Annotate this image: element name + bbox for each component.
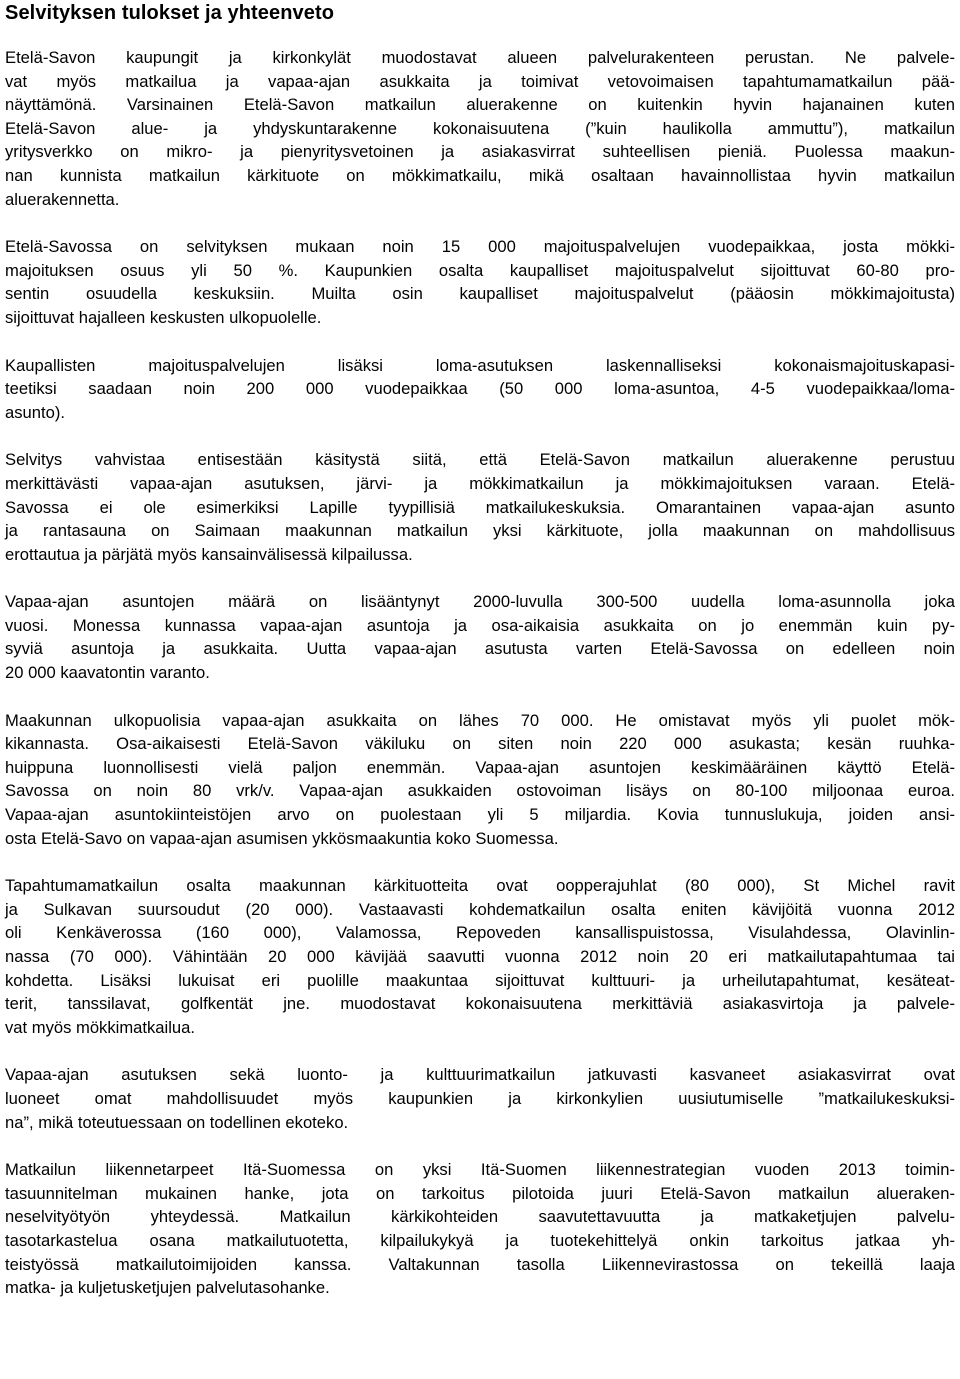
text-line: ja rantasauna on Saimaan maakunnan matkailun yksi kärkituote, jolla maakunnan on mahdollisuus (5, 521, 955, 541)
paragraph-holiday-home-growth (5, 590, 955, 684)
text-line: Vapaa-ajan asutuksen sekä luonto- ja kulttuurimatkailun jatkuvasti kasvaneet asiakasvirrat ovat (5, 1065, 955, 1085)
body-text (5, 46, 955, 1300)
text-line: vat myös matkailua ja vapaa-ajan asukkaita ja toimivat vetovoimaisen tapahtumamatkailun pää- (5, 71, 955, 91)
text-line: teistyössä matkailutoimijoiden kanssa. Valtakunnan tasolla Liikennevirastossa on tekeillä laaja (5, 1254, 955, 1274)
text-line: Etelä-Savon alue- ja yhdyskuntarakenne kokonaisuutena (”kuin haulikolla ammuttu”), matkailun (5, 118, 955, 138)
text-line: neselvityötyön yhteydessä. Matkailun kärkikohteiden saavutettavuutta ja matkaketjujen palvelu- (5, 1207, 955, 1227)
text-line: erottautua ja pärjätä myös kansainvälisessä kilpailussa. (5, 544, 413, 564)
text-line: matka- ja kuljetusketjujen palvelutasohanke. (5, 1278, 330, 1298)
text-line: 20 000 kaavatontin varanto. (5, 663, 210, 683)
text-line: aluerakennetta. (5, 189, 120, 209)
document-page (5, 0, 955, 1324)
text-line: syviä asuntoja ja asukkaita. Uutta vapaa-ajan asutusta varten Etelä-Savossa on edelleen noin (5, 639, 955, 659)
text-line: luoneet omat mahdollisuudet myös kaupunkien ja kirkonkylien uusiutumiselle ”matkailukeskuksi- (5, 1088, 955, 1108)
paragraph-seasonal-residents (5, 709, 955, 851)
text-line: Vapaa-ajan asuntokiinteistöjen arvo on puolestaan yli 5 miljardia. Kovia tunnuslukuja, joiden ansi- (5, 805, 955, 825)
text-line: kohdetta. Lisäksi lukuisat eri puolille maakuntaa sijoittuvat kulttuuri- ja urheilutapahtumat, kesäteat- (5, 970, 955, 990)
paragraph-customer-flows (5, 1063, 955, 1134)
text-line: ja Sulkavan suursoudut (20 000). Vastaavasti kohdematkailun osalta eniten kävijöitä vuonna 2012 (5, 899, 955, 919)
paragraph-event-tourism (5, 874, 955, 1039)
text-line: sijoittuvat hajalleen keskusten ulkopuolelle. (5, 307, 322, 327)
text-line: teetiksi saadaan noin 200 000 vuodepaikkaa (50 000 loma-asuntoa, 4-5 vuodepaikkaa/loma- (5, 379, 955, 399)
text-line: Etelä-Savossa on selvityksen mukaan noin 15 000 majoituspalvelujen vuodepaikkaa, josta mökki- (5, 237, 955, 257)
text-line: sentin osuudella keskuksiin. Muilta osin kaupalliset majoituspalvelut (pääosin mökkimajoitusta) (5, 284, 955, 304)
text-line: na”, mikä toteutuessaan on todellinen ekoteko. (5, 1112, 349, 1132)
text-line: Kaupallisten majoituspalvelujen lisäksi loma-asutuksen laskennalliseksi kokonaismajoituskapasi- (5, 355, 955, 375)
text-line: oli Kenkäverossa (160 000), Valamossa, Repoveden kansallispuistossa, Visulahdessa, Olavinlin- (5, 923, 955, 943)
text-line: nan kunnista matkailun kärkituote on mökkimatkailu, mikä osaltaan havainnollistaa hyvin matkailun (5, 165, 955, 185)
text-line: Savossa on noin 80 vrk/v. Vapaa-ajan asukkaiden ostovoiman lisäys on 80-100 miljoonaa euroa. (5, 781, 955, 801)
paragraph-accommodation-capacity (5, 235, 955, 329)
text-line: tasuunnitelman mukainen hanke, jota on tarkoitus pilotoida juuri Etelä-Savon matkailun alueraken- (5, 1183, 955, 1203)
text-line: majoituksen osuus yli 50 %. Kaupunkien osalta kaupalliset majoituspalvelut sijoittuvat 60-80 pro- (5, 260, 955, 280)
text-line: vat myös mökkimatkailua. (5, 1017, 195, 1037)
text-line: terit, tanssilavat, golfkentät jne. muodostavat kokonaisuutena merkittäviä asiakasvirtoja ja palvele- (5, 994, 955, 1014)
text-line: asunto). (5, 402, 65, 422)
text-line: yritysverkko on mikro- ja pienyritysvetoinen ja asiakasvirrat suhteellisen pieniä. Puolessa maakun- (5, 142, 955, 162)
text-line: Savossa ei ole esimerkiksi Lapille tyypillisiä matkailukeskuksia. Omarantainen vapaa-ajan asunto (5, 497, 955, 517)
text-line: huippuna luonnollisesti vielä paljon enemmän. Vapaa-ajan asuntojen keskimääräinen käyttö Etelä- (5, 757, 955, 777)
text-line: Vapaa-ajan asuntojen määrä on lisääntynyt 2000-luvulla 300-500 uudella loma-asunnolla joka (5, 592, 955, 612)
text-line: Etelä-Savon kaupungit ja kirkonkylät muodostavat alueen palvelurakenteen perustan. Ne palvele- (5, 48, 955, 67)
section-heading: Selvityksen tulokset ja yhteenveto (5, 2, 335, 24)
text-line: vuosi. Monessa kunnassa vapaa-ajan asuntoja ja osa-aikaisia asukkaita on jo enemmän kuin py- (5, 615, 955, 635)
paragraph-holiday-housing-capacity (5, 354, 955, 425)
paragraph-regional-structure (5, 448, 955, 566)
paragraph-transport-needs (5, 1158, 955, 1300)
text-line: näyttämönä. Varsinainen Etelä-Savon matkailun aluerakenne on kuitenkin hyvin hajanainen kuten (5, 95, 955, 115)
text-line: osta Etelä-Savo on vapaa-ajan asumisen ykkösmaakuntia koko Suomessa. (5, 828, 559, 848)
text-line: tasotarkastelua osana matkailutuotetta, kilpailukykyä ja tuotekehittelyä onkin tarkoitus jatkaa yh- (5, 1230, 955, 1250)
text-line: Selvitys vahvistaa entisestään käsitystä siitä, että Etelä-Savon matkailun aluerakenne perustuu (5, 450, 955, 470)
text-line: Maakunnan ulkopuolisia vapaa-ajan asukkaita on lähes 70 000. He omistavat myös yli puolet mök- (5, 710, 955, 730)
text-line: Matkailun liikennetarpeet Itä-Suomessa on yksi Itä-Suomen liikennestrategian vuoden 2013 toimin- (5, 1160, 955, 1180)
text-line: Tapahtumamatkailun osalta maakunnan kärkituotteita ovat oopperajuhlat (80 000), St Michel ravit (5, 876, 955, 896)
text-line: kikannasta. Osa-aikaisesti Etelä-Savon väkiluku on siten noin 220 000 asukasta; kesän ruuhka- (5, 734, 955, 754)
text-line: merkittävästi vapaa-ajan asutuksen, järvi- ja mökkimatkailun ja mökkimajoituksen varaan. Etelä- (5, 473, 955, 493)
text-line: nassa (70 000). Vähintään 20 000 kävijää saavutti vuonna 2012 noin 20 eri matkailutapahtumaa tai (5, 947, 955, 966)
paragraph-overview (5, 46, 955, 211)
